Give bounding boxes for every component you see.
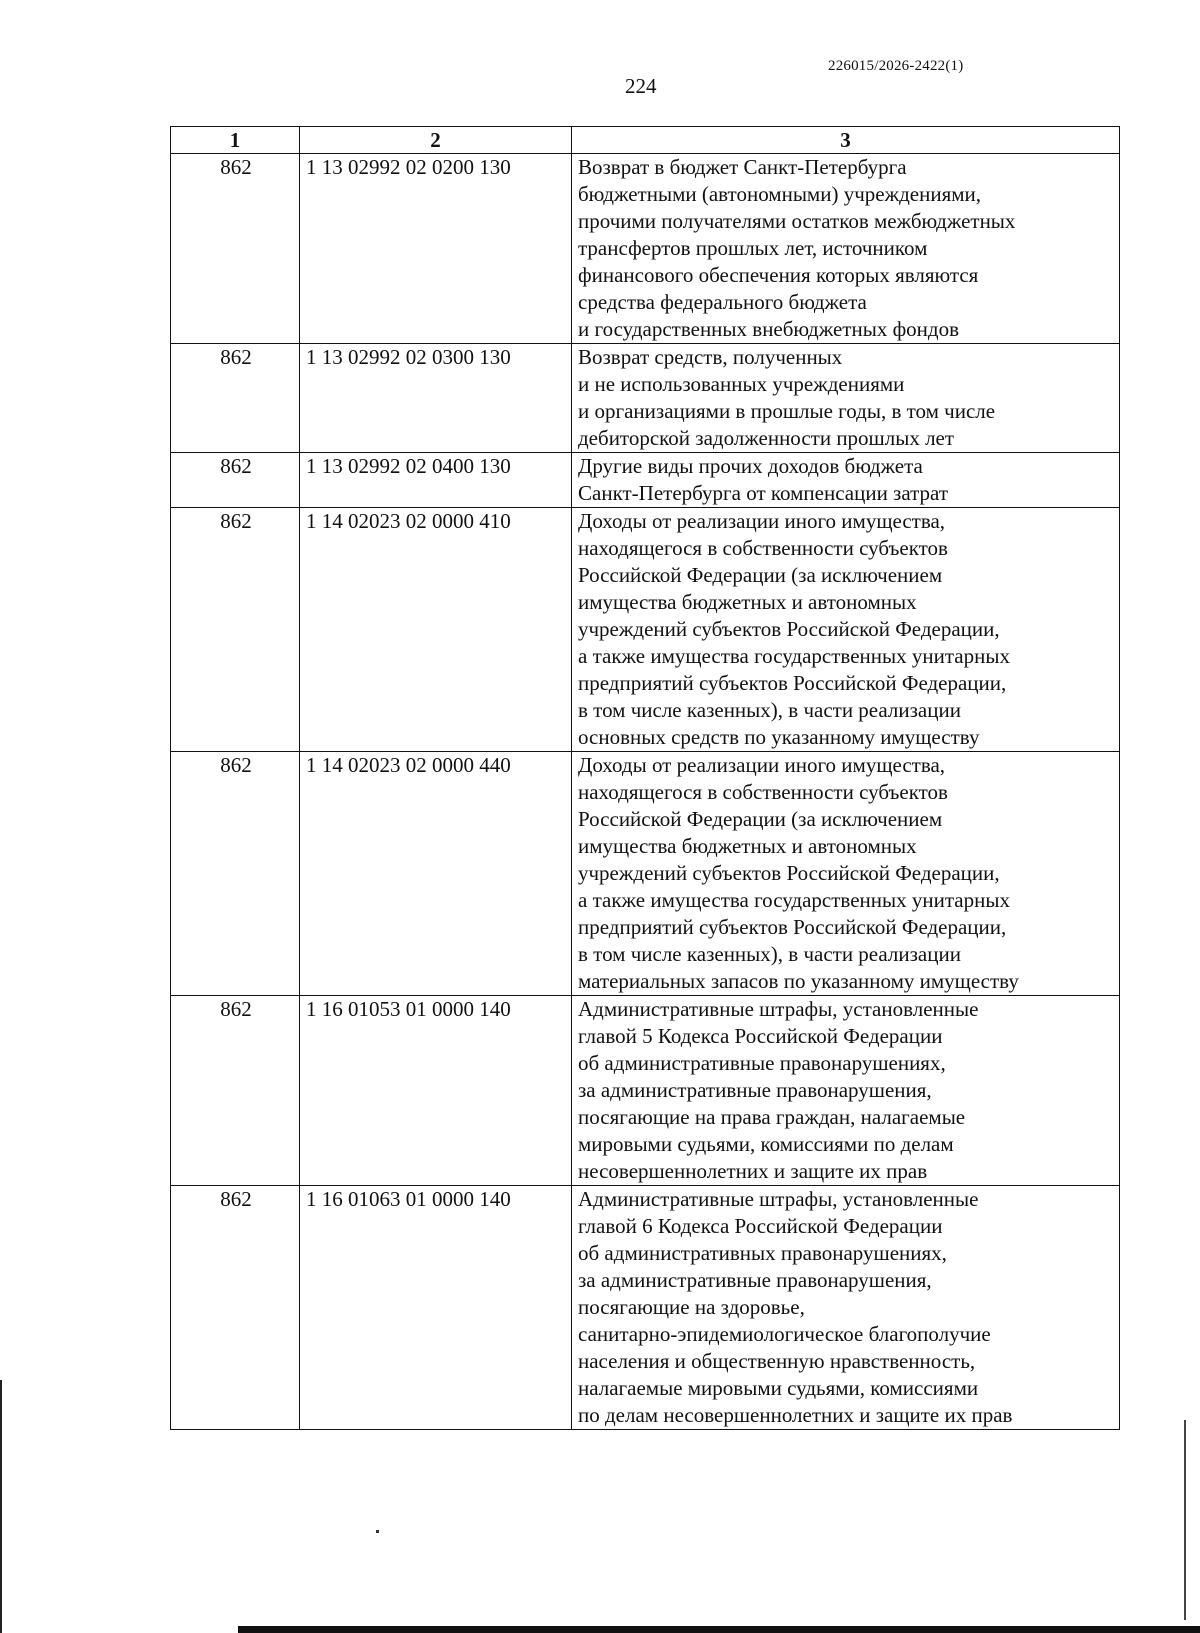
description-line: в том числе казенных), в части реализации (578, 698, 961, 722)
description-line: об административных правонарушениях, (578, 1241, 947, 1265)
column-header-1: 1 (171, 127, 300, 154)
budget-classification-code-cell: 1 16 01063 01 0000 140 (300, 1186, 572, 1430)
description-line: средства федерального бюджета (578, 290, 867, 314)
table-row (171, 154, 1120, 344)
description-line: Возврат средств, полученных (578, 345, 843, 369)
admin-code-cell: 862 (171, 154, 300, 344)
description-line: в том числе казенных), в части реализации (578, 942, 961, 966)
budget-classification-code-cell: 1 14 02023 02 0000 410 (300, 508, 572, 752)
description-line: прочими получателями остатков межбюджетных (578, 209, 1016, 233)
description-line: предприятий субъектов Российской Федерации, (578, 671, 1007, 695)
description-line: Доходы от реализации иного имущества, (578, 753, 946, 777)
admin-code-cell: 862 (171, 1186, 300, 1430)
description-line: мировыми судьями, комиссиями по делам (578, 1132, 954, 1156)
column-header-2: 2 (300, 127, 572, 154)
income-description-cell (572, 154, 1120, 344)
description-line: за административные правонарушения, (578, 1268, 932, 1292)
admin-code-cell: 862 (171, 996, 300, 1186)
admin-code-cell: 862 (171, 752, 300, 996)
description-line: находящегося в собственности субъектов (578, 780, 948, 804)
income-description-cell (572, 996, 1120, 1186)
table-row (171, 344, 1120, 453)
description-line: населения и общественную нравственность, (578, 1349, 976, 1373)
description-line: главой 6 Кодекса Российской Федерации (578, 1214, 943, 1238)
table-row (171, 453, 1120, 508)
budget-codes-table (170, 126, 1120, 1430)
income-description-cell (572, 752, 1120, 996)
description-line: об административные правонарушениях, (578, 1051, 946, 1075)
description-line: посягающие на здоровье, (578, 1295, 805, 1319)
description-line: санитарно-эпидемиологическое благополучие (578, 1322, 991, 1346)
table-body (171, 154, 1120, 1430)
description-line: несовершеннолетних и защите их прав (578, 1159, 928, 1183)
description-line: бюджетными (автономными) учреждениями, (578, 182, 982, 206)
description-line: за административные правонарушения, (578, 1078, 932, 1102)
scan-right-edge (1184, 1420, 1186, 1620)
budget-classification-code-cell: 1 13 02992 02 0400 130 (300, 453, 572, 508)
description-line: финансового обеспечения которых являются (578, 263, 979, 287)
admin-code-cell: 862 (171, 453, 300, 508)
description-line: и организациями в прошлые годы, в том числе (578, 399, 996, 423)
admin-code-cell: 862 (171, 508, 300, 752)
description-line: Административные штрафы, установленные (578, 997, 979, 1021)
description-line: а также имущества государственных унитарных (578, 888, 1010, 912)
table-row (171, 752, 1120, 996)
description-line: материальных запасов по указанному имуществу (578, 969, 1019, 993)
page-number: 224 (625, 74, 657, 98)
description-line: и государственных внебюджетных фондов (578, 317, 960, 341)
scan-left-edge (0, 1380, 2, 1633)
column-header-3: 3 (572, 127, 1120, 154)
table-row (171, 508, 1120, 752)
description-line: находящегося в собственности субъектов (578, 536, 948, 560)
scan-bottom-edge (238, 1626, 1200, 1633)
description-line: учреждений субъектов Российской Федерации, (578, 861, 1000, 885)
description-line: предприятий субъектов Российской Федерации, (578, 915, 1007, 939)
description-line: имущества бюджетных и автономных (578, 590, 917, 614)
document-id: 226015/2026-2422(1) (828, 58, 964, 74)
description-line: и не использованных учреждениями (578, 372, 905, 396)
description-line: учреждений субъектов Российской Федерации, (578, 617, 1000, 641)
description-line: а также имущества государственных унитарных (578, 644, 1010, 668)
description-line: Другие виды прочих доходов бюджета (578, 454, 923, 478)
description-line: Российской Федерации (за исключением (578, 807, 943, 831)
description-line: налагаемые мировыми судьями, комиссиями (578, 1376, 979, 1400)
income-description-cell (572, 344, 1120, 453)
description-line: дебиторской задолженности прошлых лет (578, 426, 955, 450)
description-line: Доходы от реализации иного имущества, (578, 509, 946, 533)
scan-speck (376, 1530, 379, 1533)
budget-classification-code-cell: 1 13 02992 02 0300 130 (300, 344, 572, 453)
description-line: Административные штрафы, установленные (578, 1187, 979, 1211)
description-line: главой 5 Кодекса Российской Федерации (578, 1024, 943, 1048)
admin-code-cell: 862 (171, 344, 300, 453)
budget-classification-code-cell: 1 14 02023 02 0000 440 (300, 752, 572, 996)
budget-classification-code-cell: 1 16 01053 01 0000 140 (300, 996, 572, 1186)
table-row (171, 1186, 1120, 1430)
description-line: Российской Федерации (за исключением (578, 563, 943, 587)
description-line: Санкт-Петербурга от компенсации затрат (578, 481, 949, 505)
description-line: имущества бюджетных и автономных (578, 834, 917, 858)
description-line: основных средств по указанному имуществу (578, 725, 980, 749)
income-description-cell (572, 508, 1120, 752)
description-line: по делам несовершеннолетних и защите их прав (578, 1403, 1013, 1427)
table-row (171, 996, 1120, 1186)
description-line: посягающие на права граждан, налагаемые (578, 1105, 966, 1129)
description-line: Возврат в бюджет Санкт-Петербурга (578, 155, 907, 179)
table-header-row (171, 127, 1120, 154)
description-line: трансфертов прошлых лет, источником (578, 236, 928, 260)
budget-classification-code-cell: 1 13 02992 02 0200 130 (300, 154, 572, 344)
income-description-cell (572, 453, 1120, 508)
income-description-cell (572, 1186, 1120, 1430)
